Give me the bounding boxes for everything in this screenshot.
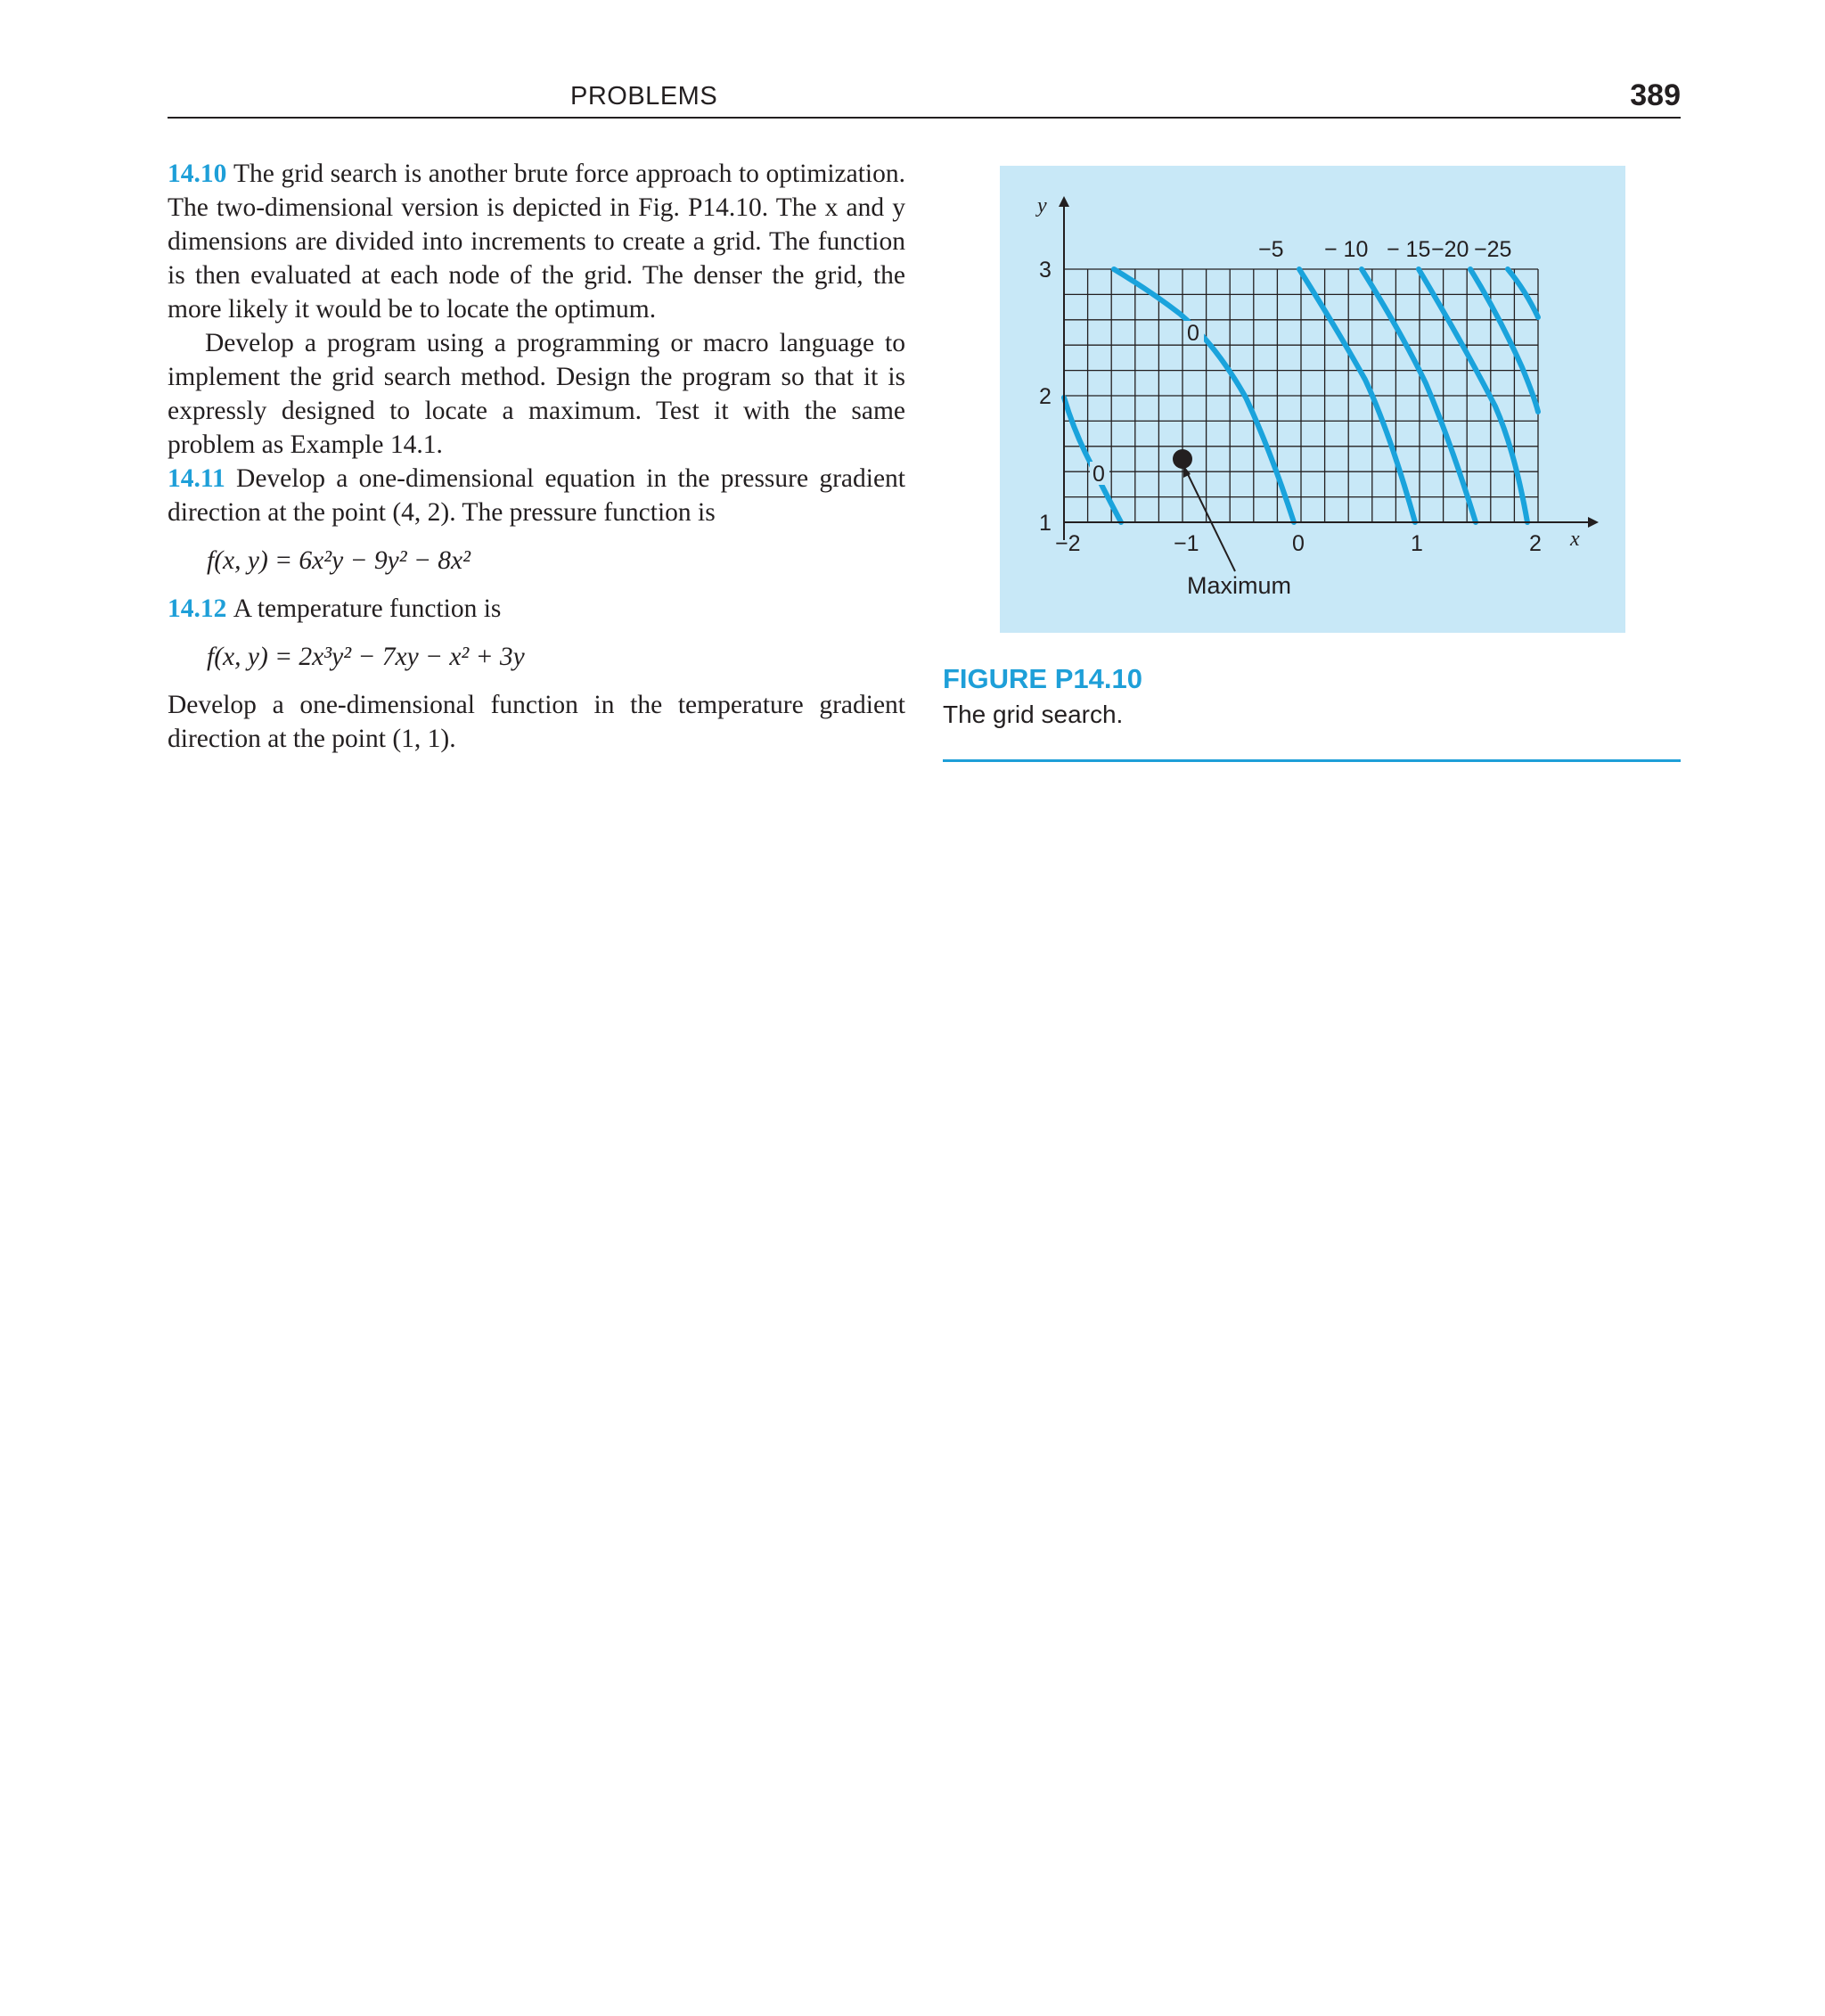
problem-text: A temperature function is xyxy=(233,594,502,623)
figure-rule xyxy=(943,759,1681,762)
contour-label: −25 xyxy=(1474,237,1512,262)
maximum-label: Maximum xyxy=(1187,572,1292,599)
x-tick-label: 1 xyxy=(1411,531,1423,556)
grid-lines xyxy=(1064,269,1538,522)
problem-number: 14.11 xyxy=(168,464,225,493)
x-tick-label: 0 xyxy=(1292,531,1305,556)
contour-line xyxy=(1508,269,1538,317)
contour-label: 0 xyxy=(1093,462,1105,487)
x-tick-label: −2 xyxy=(1055,531,1081,556)
problem-14-12-after: Develop a one-dimensional function in the temperature gradient direction at the point (1, 1). xyxy=(168,691,905,753)
y-tick-label: 2 xyxy=(1039,384,1052,409)
temperature-equation: f(x, y) = 2x³y² − 7xy − x² + 3y xyxy=(207,643,525,671)
grid-search-plot xyxy=(1000,166,1625,633)
contour-label: − 10 xyxy=(1324,237,1369,262)
problem-14-10 xyxy=(168,157,905,326)
x-tick-label: 2 xyxy=(1529,531,1542,556)
figure-label: FIGURE P14.10 xyxy=(943,663,1142,694)
y-axis-label: y xyxy=(1037,194,1047,217)
problem-14-12 xyxy=(168,592,905,626)
x-axis-arrow xyxy=(1588,517,1599,528)
problem-14-11 xyxy=(168,462,905,529)
page-number: 389 xyxy=(1630,78,1681,112)
x-tick-labels xyxy=(1055,531,1542,556)
y-tick-label: 3 xyxy=(1039,258,1052,283)
problem-14-10-para2: Develop a program using a programming or macro language to implement the grid search method. Design the program so that it is expressly designed to locate a maximum. Test it with the same problem as Example 14.1. xyxy=(168,329,905,459)
problem-text: Develop a one-dimensional equation in the pressure gradient direction at the point (4, 2). The pressure function is xyxy=(168,464,905,527)
contour-line xyxy=(1470,269,1538,412)
contour-label: − 15 xyxy=(1387,237,1431,262)
contour-label: −20 xyxy=(1431,237,1469,262)
x-tick-label: −1 xyxy=(1174,531,1199,556)
header-rule xyxy=(168,117,1681,119)
contour-line xyxy=(1064,397,1121,522)
maximum-point xyxy=(1173,449,1192,469)
problem-text: The grid search is another brute force approach to optimization. The two-dimensional version is depicted in Fig. P14.10. The x and y dimensions are divided into increments to create a grid. The function is then evaluated at each node of the grid. The denser the grid, the more likely it would be to locate the optimum. xyxy=(168,160,905,324)
problem-number: 14.10 xyxy=(168,160,227,188)
problem-number: 14.12 xyxy=(168,594,227,623)
pressure-equation: f(x, y) = 6x²y − 9y² − 8x² xyxy=(207,546,471,575)
y-tick-label: 1 xyxy=(1039,511,1052,536)
text-column xyxy=(168,157,905,756)
figure-panel xyxy=(1000,166,1625,633)
header-title: PROBLEMS xyxy=(570,82,718,111)
contour-label: −5 xyxy=(1258,237,1284,262)
x-axis-label: x xyxy=(1570,528,1580,551)
contour-label: 0 xyxy=(1187,321,1199,346)
figure-caption: The grid search. xyxy=(943,701,1124,728)
y-axis-arrow xyxy=(1059,196,1069,207)
y-tick-labels xyxy=(1039,258,1052,536)
